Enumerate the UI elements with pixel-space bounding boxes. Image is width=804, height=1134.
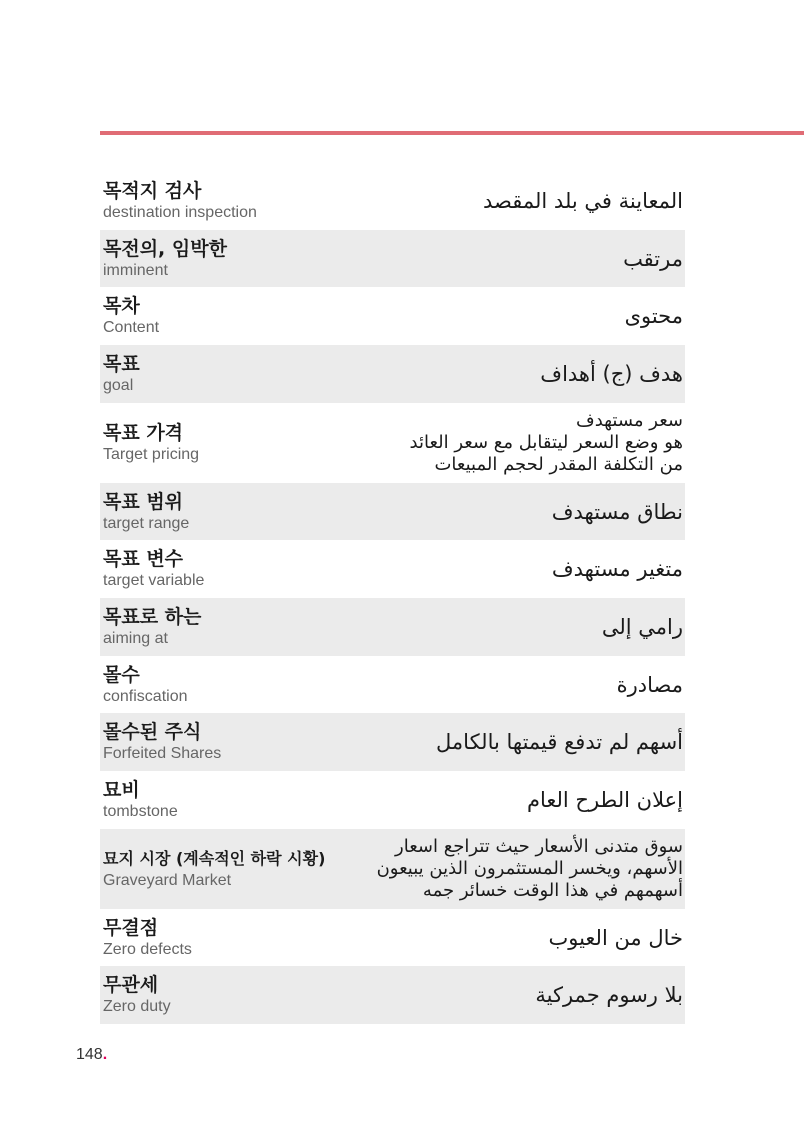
arabic-term: إعلان الطرح العام bbox=[526, 788, 683, 812]
glossary-entry bbox=[100, 345, 685, 403]
glossary-entry bbox=[100, 829, 685, 909]
korean-term: 목차 bbox=[103, 295, 140, 317]
korean-term: 목표 변수 bbox=[103, 548, 184, 570]
arabic-term: متغير مستهدف bbox=[551, 557, 683, 581]
english-term: target variable bbox=[103, 572, 205, 589]
english-term: Zero duty bbox=[103, 998, 171, 1015]
glossary-entry bbox=[100, 483, 685, 540]
english-term: Target pricing bbox=[103, 446, 200, 463]
korean-term: 목표로 하는 bbox=[103, 606, 202, 628]
arabic-term: محتوى bbox=[624, 304, 683, 328]
glossary-entry bbox=[100, 403, 685, 483]
arabic-term bbox=[377, 836, 683, 902]
arabic-line: أسهمهم في هذا الوقت خسائر جمه bbox=[422, 880, 683, 901]
korean-term: 몰수된 주식 bbox=[103, 721, 202, 743]
english-term: target range bbox=[103, 514, 190, 532]
glossary-entry bbox=[100, 540, 685, 598]
glossary-entry bbox=[100, 966, 685, 1024]
english-term: imminent bbox=[103, 261, 168, 279]
english-term: goal bbox=[103, 377, 134, 394]
header-rule bbox=[100, 131, 804, 135]
arabic-term: هدف (ج) أهداف bbox=[540, 362, 683, 386]
glossary-entry bbox=[100, 287, 685, 345]
korean-term: 몰수 bbox=[103, 663, 140, 686]
arabic-term: نطاق مستهدف bbox=[551, 499, 683, 524]
korean-term: 무관세 bbox=[103, 974, 159, 996]
arabic-term bbox=[410, 410, 683, 476]
arabic-term: رامي إلى bbox=[601, 615, 683, 639]
arabic-term: مرتقب bbox=[623, 246, 683, 271]
english-term: Content bbox=[103, 319, 160, 336]
arabic-line: هو وضع السعر ليتقابل مع سعر العائد bbox=[409, 432, 683, 453]
arabic-line: سعر مستهدف bbox=[576, 410, 683, 431]
english-term: destination inspection bbox=[103, 204, 257, 221]
arabic-term: بلا رسوم جمركية bbox=[535, 983, 683, 1007]
glossary-entry bbox=[100, 771, 685, 829]
page-number bbox=[76, 1046, 107, 1064]
arabic-line: الأسهم، ويخسر المستثمرون الذين يبيعون bbox=[376, 858, 683, 879]
korean-term: 목전의, 임박한 bbox=[103, 237, 227, 260]
korean-term: 묘비 bbox=[103, 779, 140, 801]
korean-term: 목표 bbox=[103, 353, 140, 375]
english-term: aiming at bbox=[103, 630, 168, 647]
korean-term: 묘지 시장 (계속적인 하락 시황) bbox=[103, 849, 326, 868]
arabic-term: خال من العيوب bbox=[548, 925, 683, 950]
korean-term: 목적지 검사 bbox=[103, 180, 202, 202]
arabic-term: مصادرة bbox=[616, 672, 683, 697]
arabic-term: أسهم لم تدفع قيمتها بالكامل bbox=[436, 730, 683, 754]
english-term: Graveyard Market bbox=[103, 872, 232, 889]
page-number-value: 148 bbox=[76, 1046, 103, 1063]
glossary-entry bbox=[100, 713, 685, 771]
glossary-entry bbox=[100, 230, 685, 287]
korean-term: 무결점 bbox=[103, 916, 159, 939]
glossary-list bbox=[100, 172, 685, 1024]
english-term: confiscation bbox=[103, 687, 188, 705]
glossary-entry bbox=[100, 598, 685, 656]
arabic-line: من التكلفة المقدر لحجم المبيعات bbox=[434, 454, 683, 475]
english-term: Zero defects bbox=[103, 940, 192, 958]
glossary-entry bbox=[100, 656, 685, 713]
page-number-dot: . bbox=[102, 1046, 108, 1063]
arabic-line: سوق متدنى الأسعار حيث تتراجع اسعار bbox=[395, 836, 683, 857]
korean-term: 목표 범위 bbox=[103, 490, 184, 513]
glossary-entry bbox=[100, 909, 685, 966]
english-term: tombstone bbox=[103, 803, 178, 820]
korean-term: 목표 가격 bbox=[103, 422, 184, 444]
english-term: Forfeited Shares bbox=[103, 745, 222, 762]
arabic-term: المعاينة في بلد المقصد bbox=[483, 189, 683, 213]
glossary-entry bbox=[100, 172, 685, 230]
